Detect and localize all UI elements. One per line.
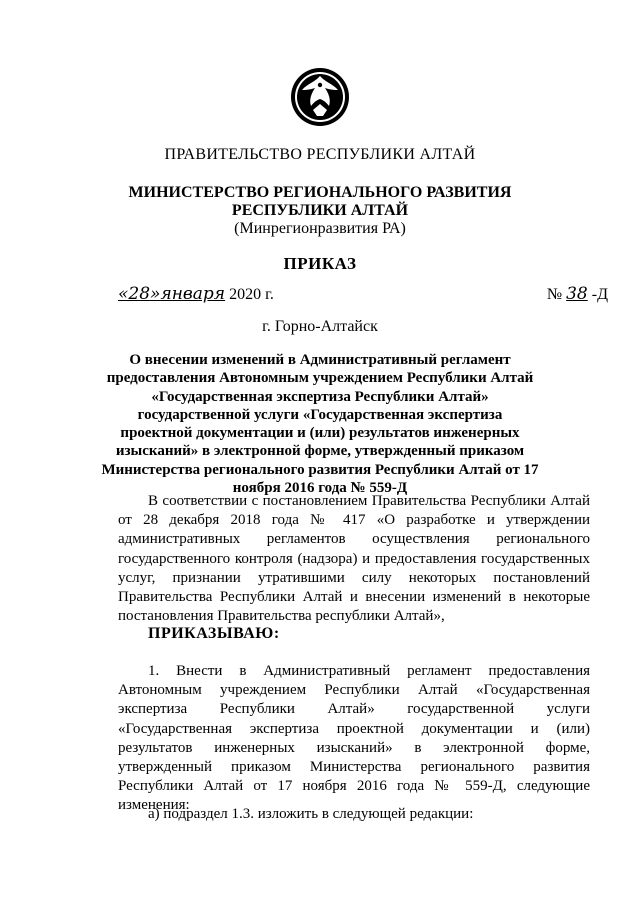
date-year: 2020 г.: [229, 286, 274, 303]
preamble-paragraph: В соответствии с постановлением Правительства Республики Алтай от 28 декабря 2018 года № 417 «О разработке и утверждении административных регламентов осуществления регионального государственного контроля (надзора) и предоставления государственных услуг, признании утратившими силу некоторых постановлений Правительства Республики Алтай и внесении изменений в некоторые постановления Правительства республики Алтай»,: [118, 493, 590, 625]
item-1a-paragraph: а) подраздел 1.3. изложить в следующей редакции:: [148, 806, 474, 822]
city: г. Горно-Алтайск: [262, 318, 378, 335]
number-value: 38: [566, 284, 588, 304]
ministry-name-line1: МИНИСТЕРСТВО РЕГИОНАЛЬНОГО РАЗВИТИЯ: [128, 184, 512, 201]
coat-of-arms-icon: [289, 66, 351, 128]
document-title: О внесении изменений в Административный регламент предоставления Автономным учреждением Республики Алтай «Государственная экспертиза Республики Алтай» государственной услуги «Государственная экспертиза проектной документации и (или) результатов инженерных изысканий» в электронной форме, утвержденный приказом Министерства регионального развития Республики Алтай от 17 ноября 2016 года № 559-Д: [101, 352, 539, 497]
document-type: ПРИКАЗ: [283, 254, 357, 273]
date-month: января: [160, 284, 226, 304]
decree-word: ПРИКАЗЫВАЮ:: [148, 625, 280, 642]
ministry-name-line2: РЕСПУБЛИКИ АЛТАЙ: [231, 202, 409, 219]
number-suffix: -Д: [591, 286, 608, 303]
government-name: ПРАВИТЕЛЬСТВО РЕСПУБЛИКИ АЛТАЙ: [164, 146, 476, 163]
document-number: [547, 284, 608, 304]
ministry-short-name: (Минрегионразвития РА): [234, 220, 406, 237]
document-date: [118, 284, 274, 304]
date-day: «28»: [118, 284, 161, 304]
item-1-paragraph: 1. Внести в Административный регламент предоставления Автономным учреждением Республики Алтай «Государственная экспертиза Республики Алтай» государственной услуги «Государственная экспертиза проектной документации и (или) результатов инженерных изысканий» в электронной форме, утвержденный приказом Министерства регионального развития Республики Алтай от 17 ноября 2016 года № 559-Д, следующие изменения:: [118, 663, 590, 814]
number-prefix: №: [546, 286, 563, 303]
